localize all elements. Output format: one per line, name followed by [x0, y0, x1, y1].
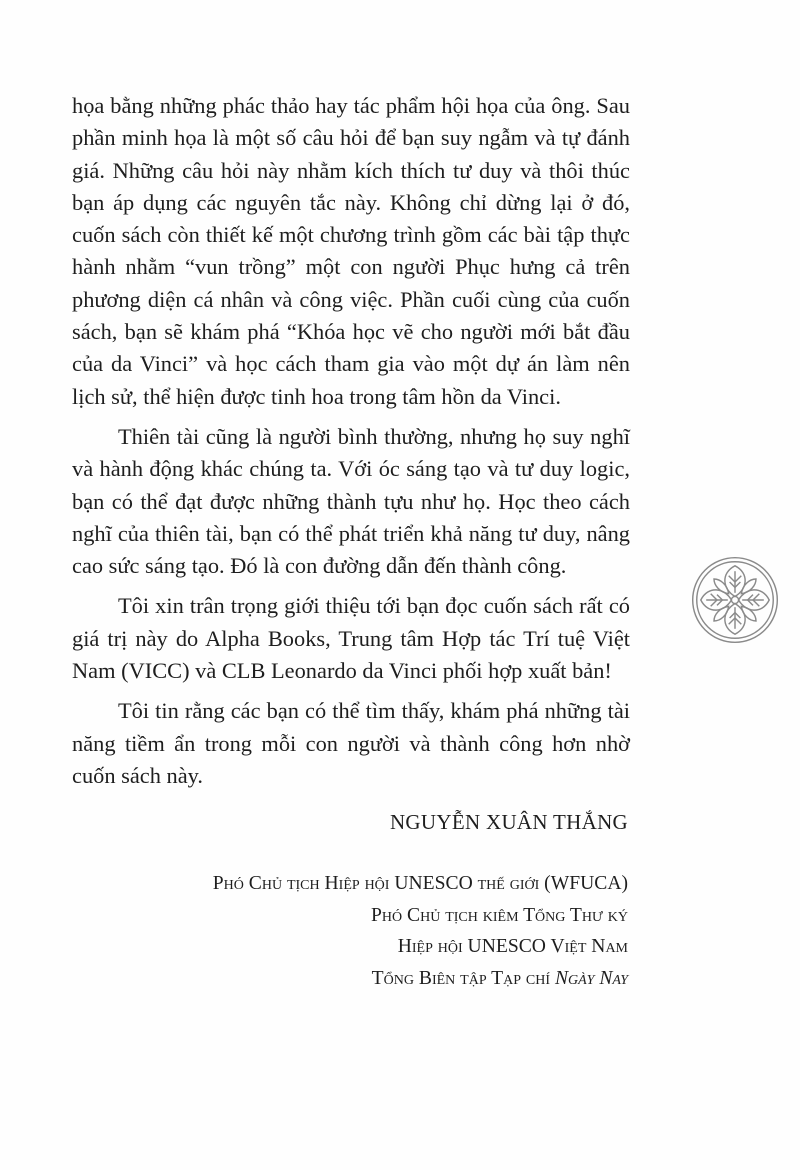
paragraph-2: Thiên tài cũng là người bình thường, nhưng họ suy nghĩ và hành động khác chúng ta. Với óc sáng tạo và tư duy logic, bạn có thể đạt được những thành tựu như họ. Học theo cách nghĩ của thiên tài, bạn có thể phát triển khả năng tư duy, nâng cao sức sáng tạo. Đó là con đường dẫn đến thành công. [72, 423, 630, 579]
quatrefoil-rosette-icon [690, 555, 780, 645]
author-title-2: Phó Chủ tịch kiêm Tổng Thư ký [371, 904, 628, 926]
author-title-3: Hiệp hội UNESCO Việt Nam [397, 936, 628, 957]
body-text [72, 90, 630, 792]
author-title-1: Phó Chủ tịch Hiệp hội UNESCO thế giới (WFUCA) [212, 873, 628, 894]
paragraph-4: Tôi tin rằng các bạn có thể tìm thấy, khám phá những tài năng tiềm ẩn trong mỗi con người và thành công hơn nhờ cuốn sách này. [72, 698, 630, 788]
author-titles [213, 868, 628, 994]
author-title-4-prefix: Tổng Biên tập Tạp chí [371, 967, 555, 989]
paragraph-3: Tôi xin trân trọng giới thiệu tới bạn đọc cuốn sách rất có giá trị này do Alpha Books, Trung tâm Hợp tác Trí tuệ Việt Nam (VICC) và CLB Leonardo da Vinci phối hợp xuất bản! [72, 593, 630, 684]
author-name: NGUYỄN XUÂN THẮNG [389, 810, 628, 834]
author-title-4 [213, 963, 628, 995]
paragraph-1: họa bằng những phác thảo hay tác phẩm hội họa của ông. Sau phần minh họa là một số câu hỏi để bạn suy ngẫm và tự đánh giá. Những câu hỏi này nhằm kích thích tư duy và thôi thúc bạn áp dụng các nguyên tắc này. Không chỉ dừng lại ở đó, cuốn sách còn thiết kế một chương trình gồm các bài tập thực hành nhằm “vun trồng” một con người Phục hưng cả trên phương diện cá nhân và công việc. Phần cuối cùng của cuốn sách, bạn sẽ khám phá “Khóa học vẽ cho người mới bắt đầu của da Vinci” và học cách tham gia vào một dự án làm nên lịch sử, thể hiện được tinh hoa trong tâm hồn da Vinci. [72, 93, 630, 409]
magazine-name: Ngày Nay [554, 967, 628, 989]
